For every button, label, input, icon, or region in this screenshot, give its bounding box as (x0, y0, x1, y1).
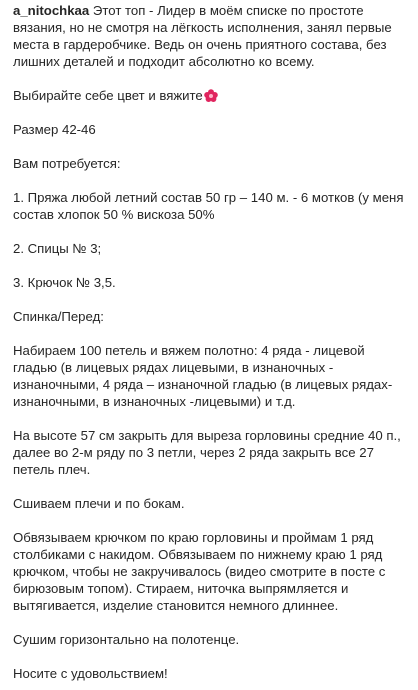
choose-color-text: Выбирайте себе цвет и вяжите (13, 88, 203, 103)
cast-on-instructions: Набираем 100 петель и вяжем полотно: 4 ряда - лицевой гладью (в лицевых рядах лицевыми, в изнаночных - изнаночными, 4 ряда – изнаночной гладью (в лицевых рядах- изнаночными, в изнаночных -лицевыми) и т.д. (13, 343, 393, 409)
dry-instructions: Сушим горизонтально на полотенце. (13, 632, 240, 647)
neckline-instructions: На высоте 57 см закрыть для выреза горловины средние 40 п., далее во 2-м ряду по 3 петли, через 2 ряда закрыть все 27 петель плеч. (13, 428, 401, 477)
choose-color-line (13, 87, 410, 104)
caption-intro (13, 2, 410, 70)
you-need-heading: Вам потребуется: (13, 156, 121, 171)
flower-icon (204, 89, 218, 102)
size-line: Размер 42-46 (13, 122, 96, 137)
sew-instructions: Сшиваем плечи и по бокам. (13, 496, 185, 511)
back-front-heading: Спинка/Перед: (13, 309, 104, 324)
materials-item-2: 2. Спицы № 3; (13, 241, 102, 256)
username-link[interactable]: a_nitochkaa (13, 3, 90, 18)
crochet-edge-instructions: Обвязываем крючком по краю горловины и проймам 1 ряд столбиками с накидом. Обвязываем по нижнему краю 1 ряд крючком, чтобы не закручивалось (видео смотрите в посте с бирюзовым топом). Стираем, ниточка выпрямляется и вытягивается, изделие становится немного длиннее. (13, 530, 386, 613)
intro-text: Этот топ - Лидер в моём списке по простоте вязания, но не смотря на лёгкость исполнения, занял первые места в гардеробчике. Ведь он очень приятного состава, без лишних деталей и подходит абсолютно ко всему. (13, 3, 392, 69)
materials-item-3: 3. Крючок № 3,5. (13, 275, 116, 290)
closing-line: Носите с удовольствием! (13, 666, 168, 681)
materials-item-1: 1. Пряжа любой летний состав 50 гр – 140 м. - 6 мотков (у меня состав хлопок 50 % вискоза 50% (13, 190, 404, 222)
